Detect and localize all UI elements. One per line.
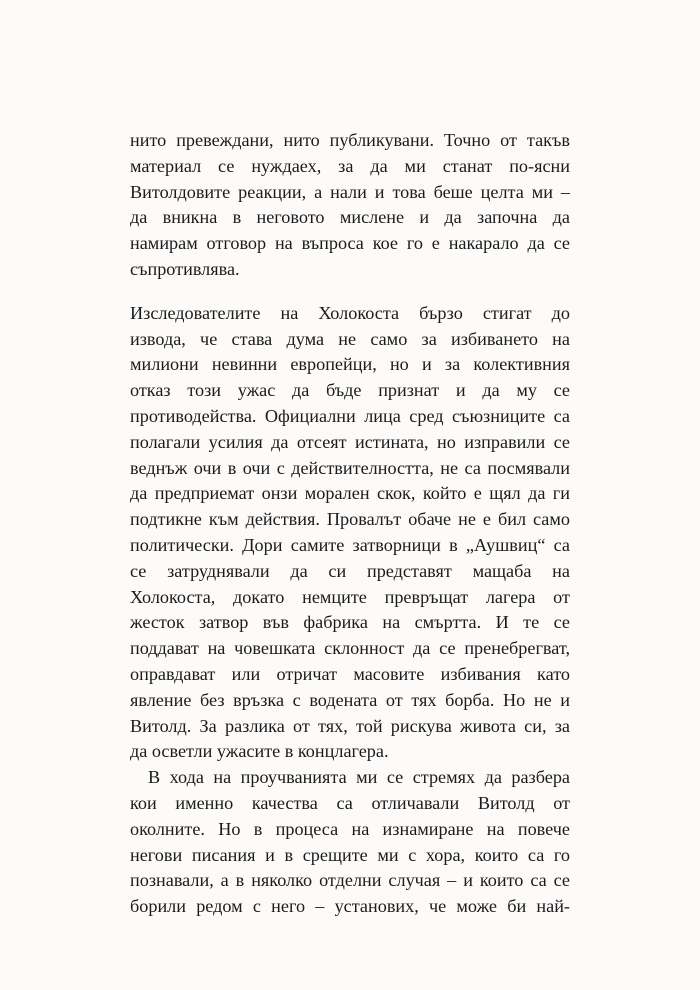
text-line: Витолдовите реакции, а нали и това беше целта ми –: [130, 181, 570, 202]
text-line: веднъж очи в очи с действителността, не са посмявали: [130, 457, 570, 478]
text-line: Холокоста, докато немците превръщат лагера от: [130, 586, 570, 607]
text-line: милиони невинни европейци, но и за колективния: [130, 354, 570, 375]
text-line: оправдават или отричат масовите избивания като: [130, 663, 570, 684]
text-line: политически. Дори самите затворници в „Аушвиц“ са: [130, 534, 570, 555]
text-line: Витолд. За разлика от тях, той рискува живота си, за: [130, 715, 570, 736]
text-line: познавали, а в няколко отделни случая – и които са се: [130, 870, 570, 891]
text-line: извода, че става дума не само за избиването на: [130, 328, 570, 349]
text-line: отказ този ужас да бъде признат и да му се: [130, 380, 570, 401]
text-line: да осветли ужасите в концлагера.: [130, 741, 389, 762]
text-line: материал се нуждаех, за да ми станат по-ясни: [130, 155, 570, 176]
text-line: подтикне към действия. Провалът обаче не е бил само: [130, 509, 570, 530]
paragraph-gap: [130, 283, 570, 301]
text-line: противодейства. Официални лица сред съюзниците са: [130, 405, 570, 426]
text-line: намирам отговор на въпроса кое го е накарало да се: [130, 233, 570, 254]
page-body-text: [130, 128, 570, 920]
text-line: Изследователите на Холокоста бързо стигат до: [130, 302, 570, 323]
text-line: се затруднявали да си представят мащаба на: [130, 560, 570, 581]
text-line: негови писания и в срещите ми с хора, които са го: [130, 844, 570, 865]
text-line: да вникна в неговото мислене и да започна да: [130, 207, 570, 228]
paragraph-2: [130, 301, 570, 765]
text-line: В хода на проучванията ми се стремях да разбера: [148, 767, 570, 788]
paragraph-3: [130, 765, 570, 920]
text-line: явление без връзка с водената от тях борба. Но не и: [130, 689, 570, 710]
text-line: полагали усилия да отсеят истината, но изправили се: [130, 431, 570, 452]
text-line: борили редом с него – установих, че може би най-: [130, 896, 570, 917]
paragraph-1: [130, 128, 570, 283]
text-line: околните. Но в процеса на изнамиране на повече: [130, 818, 570, 839]
text-line: да предприемат онзи морален скок, който е щял да ги: [130, 483, 570, 504]
text-line: съпротивлява.: [130, 258, 240, 279]
text-line: кои именно качества са отличавали Витолд от: [130, 792, 570, 813]
text-line: жесток затвор във фабрика на смъртта. И те се: [130, 612, 570, 633]
text-line: нито превеждани, нито публикувани. Точно от такъв: [130, 130, 570, 150]
text-line: поддават на човешката склонност да се пренебрегват,: [130, 638, 570, 659]
